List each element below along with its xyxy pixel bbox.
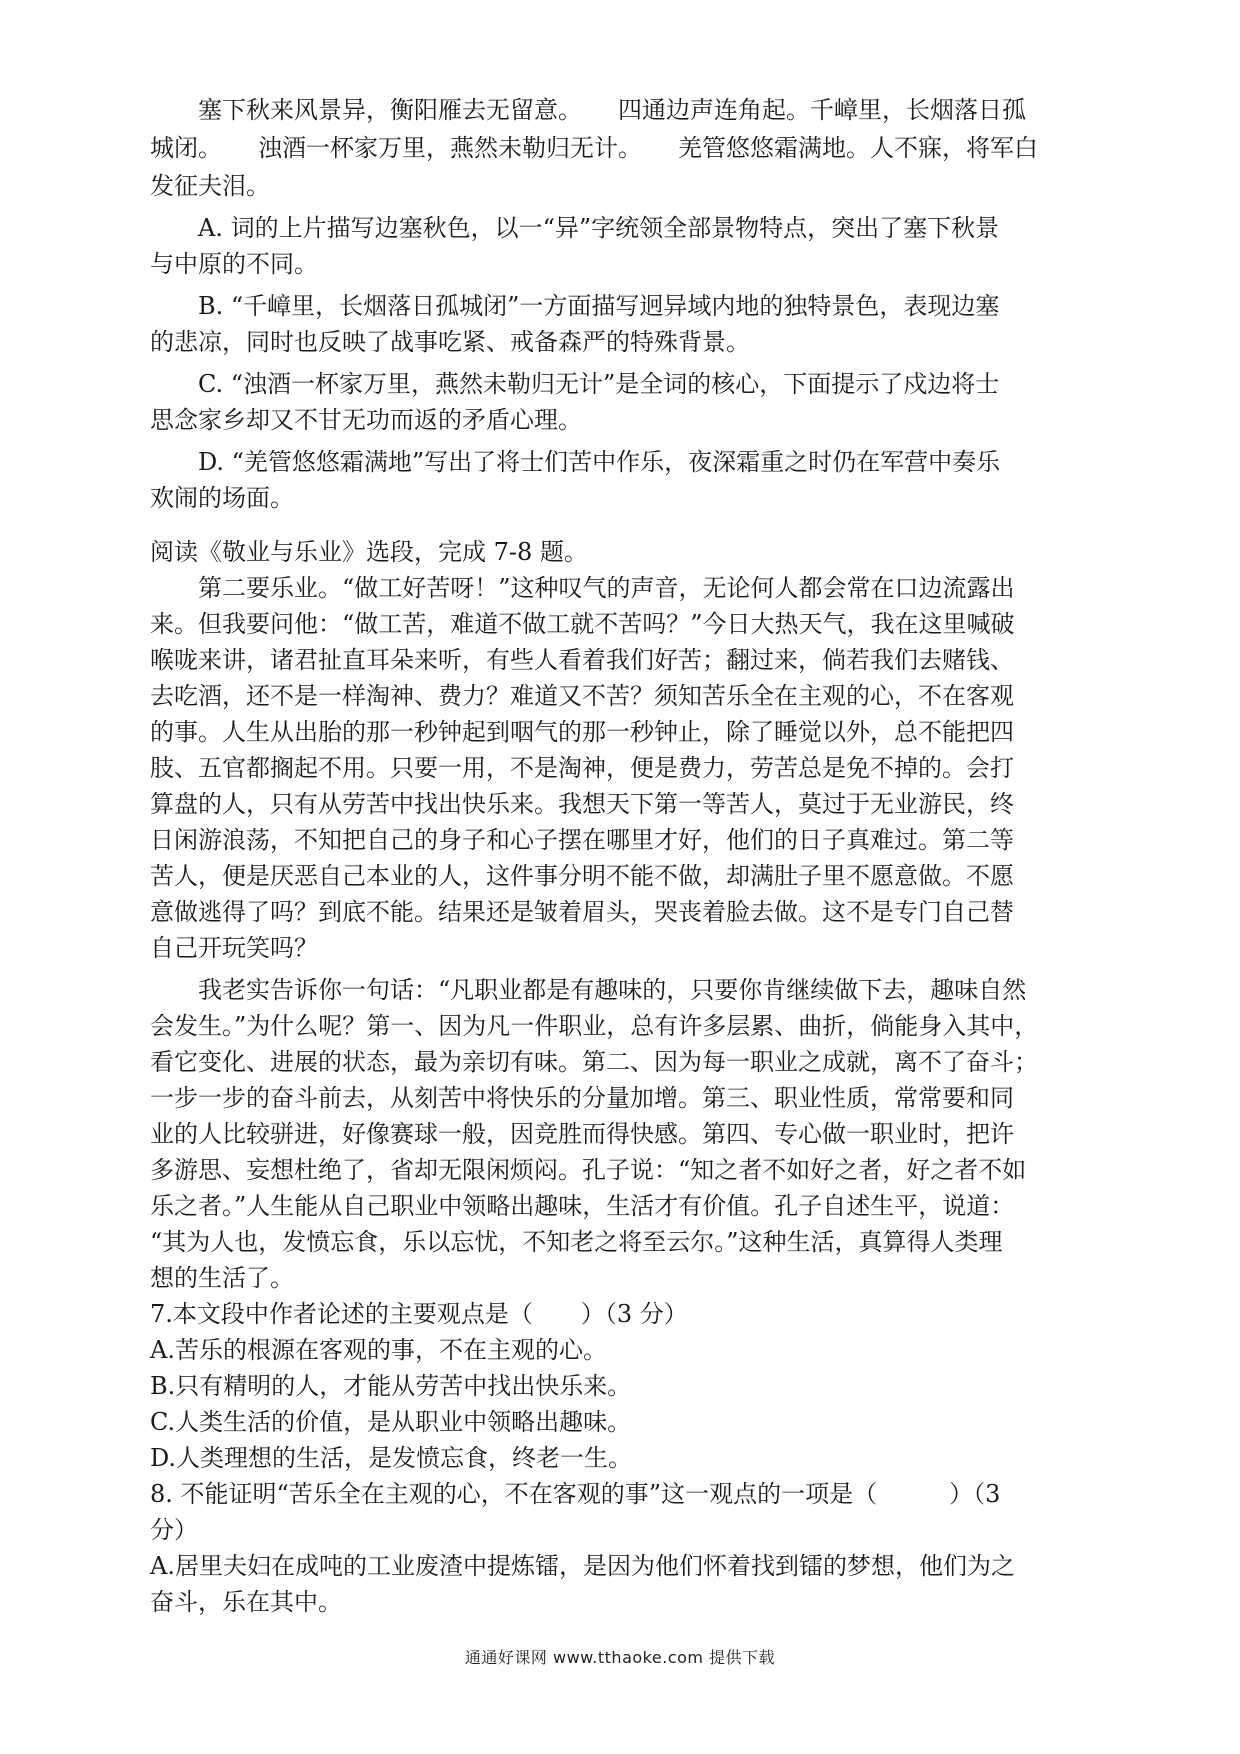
option-6a-line-1: A. 词的上片描写边塞秋色，以一“异”字统领全部景物特点，突出了塞下秋景 (198, 214, 1000, 242)
paragraph-1-line: 喉咙来讲，诸君扯直耳朵来听，有些人看着我们好苦；翻过来，倘若我们去赌钱、 (150, 646, 1014, 674)
poem-line-1-b: 四通边声连角起。千嶂里，长烟落日孤 (618, 96, 1026, 124)
option-6b-line-1: B. “千嶂里，长烟落日孤城闭”一方面描写迥异域内地的独特景色，表现边塞 (198, 292, 1000, 320)
paragraph-1-line: 去吃酒，还不是一样淘神、费力？难道又不苦？须知苦乐全在主观的心，不在客观 (150, 682, 1014, 710)
option-6b-line-2: 的悲凉，同时也反映了战事吃紧、戒备森严的特殊背景。 (150, 328, 750, 356)
paragraph-2-line: 我老实告诉你一句话：“凡职业都是有趣味的，只要你肯继续做下去，趣味自然 (198, 976, 1027, 1004)
paragraph-2-line: 想的生活了。 (150, 1264, 294, 1292)
poem-line-1 (150, 92, 1026, 128)
paragraph-2-line: 会发生。”为什么呢？第一、因为凡一件职业，总有许多层累、曲折，倘能身入其中， (150, 1012, 1039, 1040)
paragraph-1-line: 第二要乐业。“做工好苦呀！”这种叹气的声音，无论何人都会常在口边流露出 (198, 574, 1015, 602)
poem-line-3: 发征夫泪。 (150, 172, 270, 200)
option-6a-line-2: 与中原的不同。 (150, 250, 318, 278)
paragraph-1 (150, 570, 1015, 966)
paragraph-2 (150, 972, 1039, 1296)
paragraph-2-line: 看它变化、进展的状态，最为亲切有味。第二、因为每一职业之成就，离不了奋斗； (150, 1048, 1038, 1076)
paragraph-2-line: 多游思、妄想杜绝了，省却无限闲烦闷。孔子说：“知之者不如好之者，好之者不如 (150, 1156, 1027, 1184)
question-8-stem-line-1: 8. 不能证明“苦乐全在主观的心，不在客观的事”这一观点的一项是（ ）（3 (150, 1480, 1001, 1508)
reading-intro: 阅读《敬业与乐业》选段，完成 7-8 题。 (150, 538, 588, 566)
paragraph-2-line: 一步一步的奋斗前去，从刻苦中将快乐的分量加增。第三、职业性质，常常要和同 (150, 1084, 1014, 1112)
paragraph-1-line: 算盘的人，只有从劳苦中找出快乐来。我想天下第一等苦人，莫过于无业游民，终 (150, 790, 1014, 818)
poem-line-1-a: 塞下秋来风景异，衡阳雁去无留意。 (198, 96, 582, 124)
option-6d-line-1: D. “羌管悠悠霜满地”写出了将士们苦中作乐，夜深霜重之时仍在军营中奏乐 (198, 448, 1001, 476)
paragraph-1-line: 自己开玩笑吗？ (150, 934, 318, 962)
poem-line-2-b: 浊酒一杯家万里，燕然未勒归无计。 (258, 134, 642, 162)
question-7 (150, 1296, 1002, 1476)
question-7-option-d: D.人类理想的生活，是发愤忘食，终老一生。 (150, 1444, 633, 1472)
paragraph-1-line: 意做逃得了吗？到底不能。结果还是皱着眉头，哭丧着脸去做。这不是专门自己替 (150, 898, 1014, 926)
option-6d-line-2: 欢闹的场面。 (150, 484, 294, 512)
paragraph-2-line: 乐之者。”人生能从自己职业中领略出趣味，生活才有价值。孔子自述生平，说道： (150, 1192, 1015, 1220)
option-6c-line-2: 思念家乡却又不甘无功而返的矛盾心理。 (150, 406, 582, 434)
question-8 (150, 1476, 1015, 1620)
document-page (150, 92, 1039, 1620)
question-8-option-a-line-1: A.居里夫妇在成吨的工业废渣中提炼镭，是因为他们怀着找到镭的梦想，他们为之 (150, 1552, 1015, 1580)
question-7-option-b: B.只有精明的人，才能从劳苦中找出快乐来。 (150, 1372, 632, 1400)
question-7-option-c: C.人类生活的价值，是从职业中领略出趣味。 (150, 1408, 632, 1436)
question-7-option-a: A.苦乐的根源在客观的事，不在主观的心。 (150, 1336, 607, 1364)
poem-line-2-a: 城闭。 (150, 134, 222, 162)
question-8-option-a-line-2: 奋斗，乐在其中。 (150, 1588, 342, 1616)
paragraph-1-line: 来。但我要问他：“做工苦，难道不做工就不苦吗？”今日大热天气，我在这里喊破 (150, 610, 1015, 638)
page-footer: 通通好课网 www.tthaoke.com 提供下载 (464, 1648, 776, 1667)
paragraph-2-line: “其为人也，发愤忘食，乐以忘忧，不知老之将至云尔。”这种生活，真算得人类理 (150, 1228, 1003, 1256)
paragraph-1-line: 苦人，便是厌恶自己本业的人，这件事分明不能不做，却满肚子里不愿意做。不愿 (150, 862, 1014, 890)
paragraph-2-line: 业的人比较骈进，好像赛球一般，因竞胜而得快感。第四、专心做一职业时，把许 (150, 1120, 1014, 1148)
paragraph-1-line: 的事。人生从出胎的那一秒钟起到咽气的那一秒钟止，除了睡觉以外，总不能把四 (150, 718, 1014, 746)
option-6c-line-1: C. “浊酒一杯家万里，燕然未勒归无计”是全词的核心，下面提示了戍边将士 (198, 370, 1000, 398)
poem-line-2-c: 羌管悠悠霜满地。人不寐，将军白 (678, 134, 1038, 162)
poem-line-2 (150, 130, 1038, 166)
paragraph-1-line: 日闲游浪荡，不知把自己的身子和心子摆在哪里才好，他们的日子真难过。第二等 (150, 826, 1014, 854)
paragraph-1-line: 肢、五官都搁起不用。只要一用，不是淘神，便是费力，劳苦总是免不掉的。会打 (150, 754, 1014, 782)
question-8-stem-line-2: 分） (150, 1516, 198, 1544)
question-7-stem: 7.本文段中作者论述的主要观点是（ ）（3 分） (150, 1300, 688, 1328)
